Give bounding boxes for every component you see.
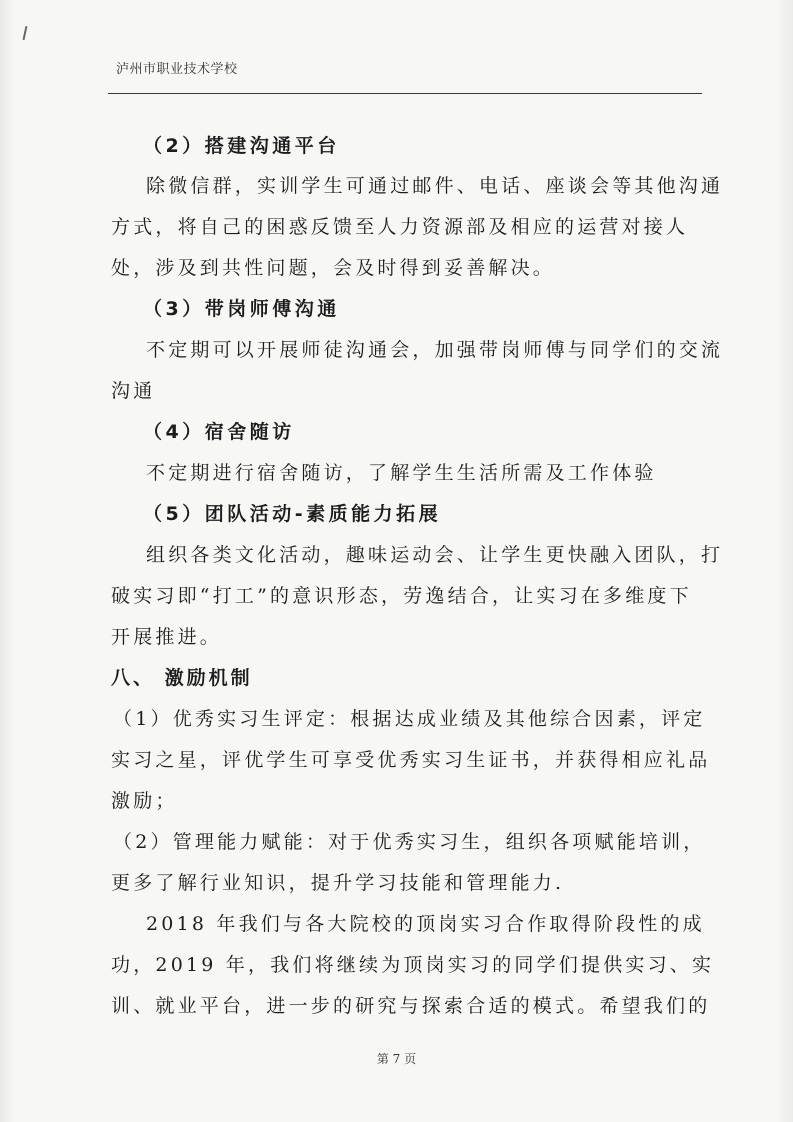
paragraph-line: 组织各类文化活动，趣味运动会、让学生更快融入团队，打 <box>146 544 724 566</box>
paragraph-line: 训、就业平台，进一步的研究与探索合适的模式。希望我们的 <box>111 995 711 1017</box>
paragraph-line: 2018 年我们与各大院校的顶岗实习合作取得阶段性的成 <box>146 913 705 935</box>
subheading-mentor-communication: （3）带岗师傅沟通 <box>143 298 340 320</box>
paragraph-line: 沟通 <box>111 380 156 402</box>
paragraph-line: 开展推进。 <box>111 626 223 648</box>
paragraph-line: 处，涉及到共性问题，会及时得到妥善解决。 <box>111 257 556 279</box>
paragraph-line: 功，2019 年，我们将继续为顶岗实习的同学们提供实习、实 <box>111 954 715 976</box>
paragraph-line: 实习之星，评优学生可享受优秀实习生证书，并获得相应礼品 <box>111 749 711 771</box>
subheading-dorm-visits: （4）宿舍随访 <box>143 421 295 443</box>
paragraph-line: 破实习即“打工”的意识形态，劳逸结合，让实习在多维度下 <box>111 585 692 607</box>
paragraph-line: 更多了解行业知识，提升学习技能和管理能力. <box>111 872 565 894</box>
paragraph-line: （2）管理能力赋能：对于优秀实习生，组织各项赋能培训， <box>113 831 706 853</box>
subheading-team-activities: （5）团队活动-素质能力拓展 <box>143 503 442 525</box>
header-divider <box>108 93 702 94</box>
subheading-communication-platform: （2）搭建沟通平台 <box>143 135 340 157</box>
section-heading-incentive-mechanism: 八、 激励机制 <box>111 667 253 689</box>
page-number: 第 7 页 <box>376 1052 417 1066</box>
paragraph-line: 不定期进行宿舍随访，了解学生生活所需及工作体验 <box>146 462 657 484</box>
page-header-school-name: 泸州市职业技术学校 <box>116 62 238 77</box>
paragraph-line: 不定期可以开展师徒沟通会，加强带岗师傅与同学们的交流 <box>146 339 724 361</box>
paragraph-line: 激励； <box>111 790 178 812</box>
paragraph-line: 方式，将自己的困惑反馈至人力资源部及相应的运营对接人 <box>111 216 689 238</box>
paragraph-line: （1）优秀实习生评定：根据达成业绩及其他综合因素，评定 <box>113 708 706 730</box>
paragraph-line: 除微信群，实训学生可通过邮件、电话、座谈会等其他沟通 <box>146 175 724 197</box>
